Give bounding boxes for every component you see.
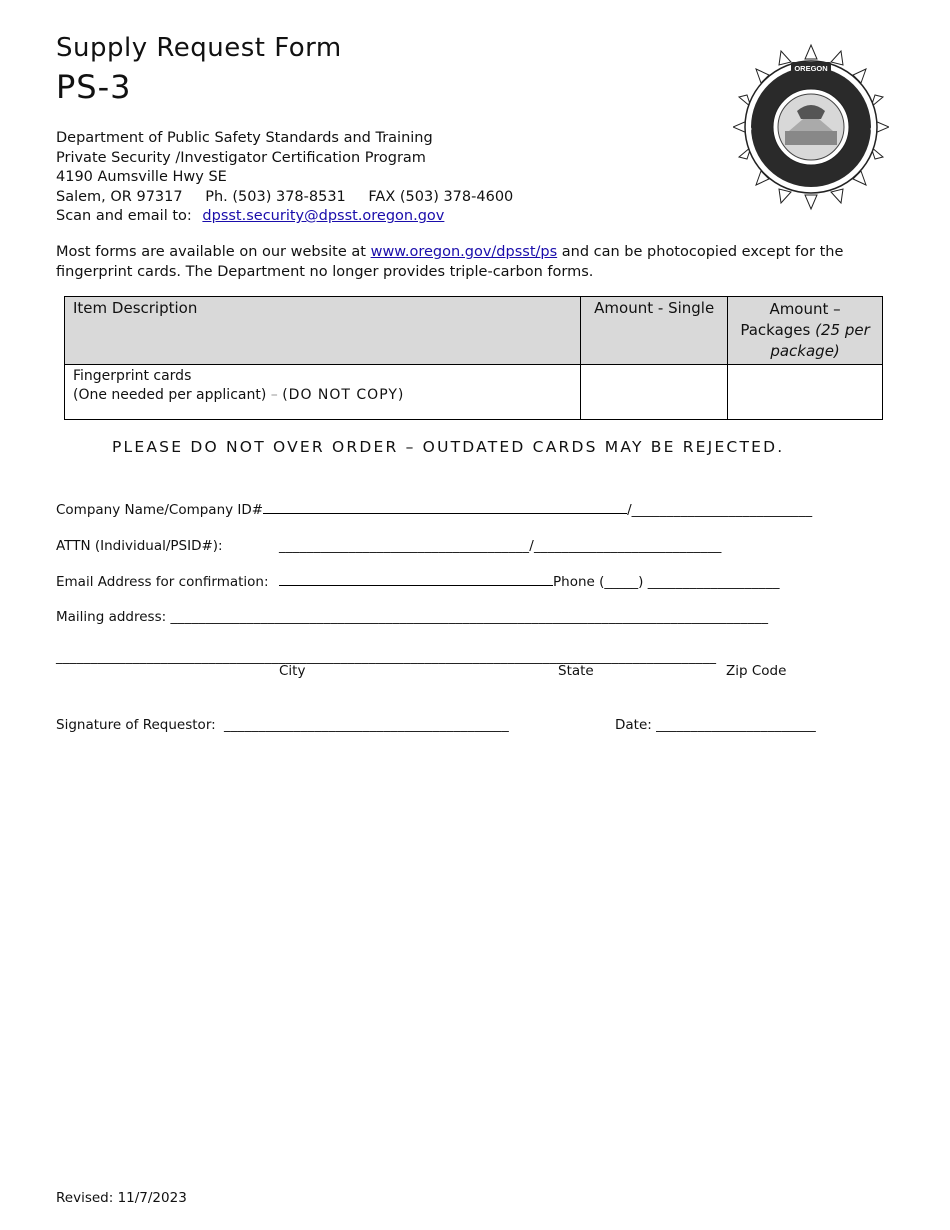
row-item-dash: – xyxy=(270,387,278,403)
city-state-zip-input[interactable]: _______________________________________________________________________________________________ xyxy=(56,649,717,665)
company-label: Company Name/Company ID# xyxy=(56,502,264,518)
header-amount-packages xyxy=(728,297,883,365)
email-confirm-input[interactable] xyxy=(279,585,553,586)
email-confirm-label: Email Address for confirmation: xyxy=(56,574,269,590)
email-label: Scan and email to: xyxy=(56,208,192,224)
company-id-input[interactable]: __________________________ xyxy=(631,502,813,518)
agency-city: Salem, OR 97317 xyxy=(56,188,183,205)
date-row xyxy=(615,717,816,733)
attn-label: ATTN (Individual/PSID#): xyxy=(56,538,223,554)
table-header-row xyxy=(65,297,883,365)
phone-input[interactable]: ___________________ xyxy=(647,574,780,590)
agency-phone: Ph. (503) 378-8531 xyxy=(205,188,346,205)
date-label: Date: xyxy=(615,717,652,733)
intro-text-end: and can be photocopied except for the fingerprint cards. The Department no longer provides triple-carbon forms. xyxy=(56,244,844,280)
zip-label: Zip Code xyxy=(726,663,787,679)
intro-text-start: Most forms are available on our website at xyxy=(56,244,371,260)
attn-psid-input[interactable]: ___________________________ xyxy=(533,538,722,554)
oregon-dpsst-seal-icon xyxy=(733,43,889,211)
agency-name: Department of Public Safety Standards and Training xyxy=(56,130,433,146)
date-input[interactable]: _______________________ xyxy=(656,717,816,733)
agency-contact-line xyxy=(56,188,513,208)
email-phone-row xyxy=(279,574,780,590)
row-item-detail: (One needed per applicant) xyxy=(73,387,267,403)
over-order-warning: PLEASE DO NOT OVER ORDER – OUTDATED CARDS MAY BE REJECTED. xyxy=(112,438,785,456)
attn-field-row xyxy=(279,538,722,554)
attn-slash: / xyxy=(529,538,534,554)
row-item-detail-line xyxy=(73,386,572,405)
row-amount-single-cell[interactable] xyxy=(581,365,728,420)
header-item-description: Item Description xyxy=(65,297,581,365)
mailing-address-input[interactable]: ______________________________________________________________________________________ xyxy=(170,609,769,625)
row-amount-packages-cell[interactable] xyxy=(728,365,883,420)
seal-top-text: OREGON xyxy=(794,64,828,73)
row-item-description xyxy=(65,365,581,420)
header-packages-note: (25 per package) xyxy=(770,321,870,360)
mailing-label: Mailing address: xyxy=(56,609,167,625)
city-label: City xyxy=(279,663,306,679)
table-row xyxy=(65,365,883,420)
mailing-row xyxy=(56,609,768,625)
agency-address xyxy=(56,129,513,227)
signature-input[interactable]: _________________________________________ xyxy=(224,717,509,733)
signature-label: Signature of Requestor: xyxy=(56,717,216,733)
website-link[interactable]: www.oregon.gov/dpsst/ps xyxy=(370,244,558,260)
form-title: Supply Request Form xyxy=(56,33,342,63)
company-name-input[interactable] xyxy=(263,513,627,514)
phone-label: Phone (_____) xyxy=(553,574,644,590)
row-item-name: Fingerprint cards xyxy=(73,368,192,384)
intro-paragraph xyxy=(56,243,886,282)
state-label: State xyxy=(558,663,594,679)
agency-street: 4190 Aumsville Hwy SE xyxy=(56,169,227,185)
agency-fax: FAX (503) 378-4600 xyxy=(368,188,514,205)
company-slash: / xyxy=(627,502,632,518)
supply-table xyxy=(64,296,883,420)
row-item-note: (DO NOT COPY) xyxy=(282,387,405,403)
agency-program: Private Security /Investigator Certification Program xyxy=(56,149,426,166)
form-code: PS-3 xyxy=(56,68,132,106)
header-amount-single: Amount - Single xyxy=(581,297,728,365)
agency-email-link[interactable]: dpsst.security@dpsst.oregon.gov xyxy=(202,208,445,224)
revised-date: Revised: 11/7/2023 xyxy=(56,1190,187,1206)
company-field-row xyxy=(56,502,812,518)
header-packages-label: Amount – Packages xyxy=(740,300,841,339)
attn-individual-input[interactable]: ____________________________________ xyxy=(279,538,530,554)
agency-email-line xyxy=(56,207,513,227)
